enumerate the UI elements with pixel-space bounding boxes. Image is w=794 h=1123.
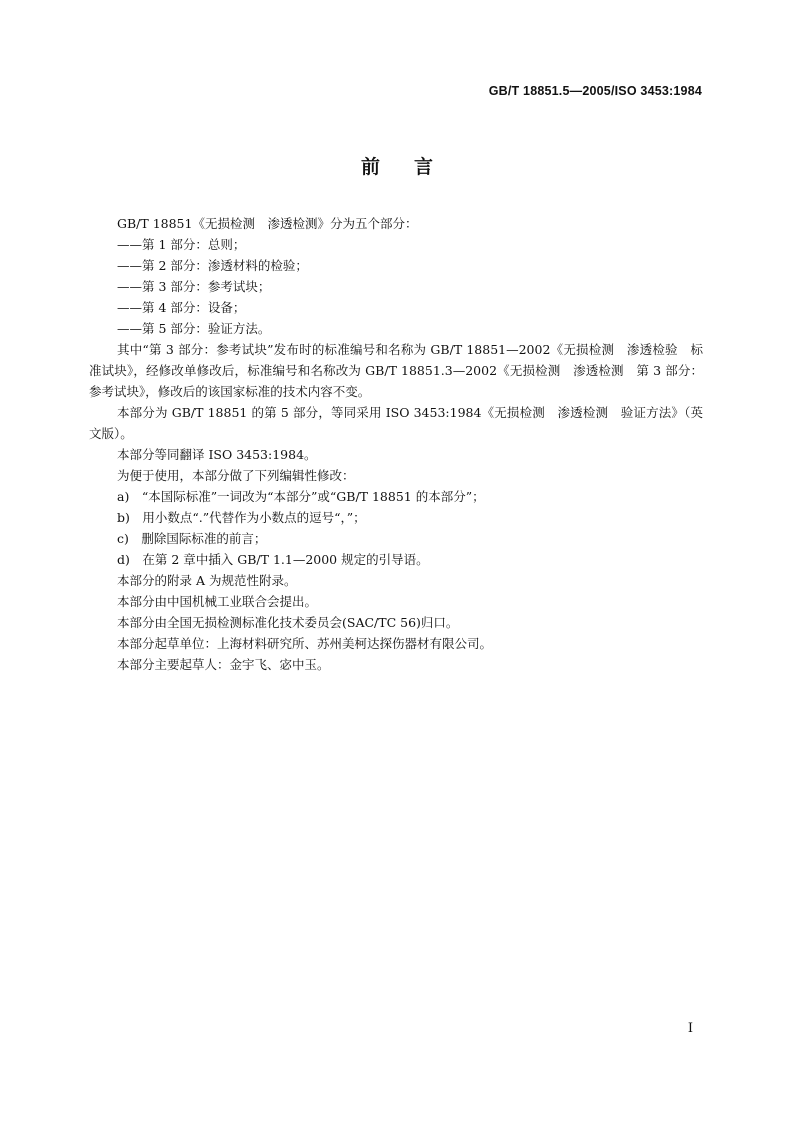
paragraph-translation: 本部分等同翻译 ISO 3453:1984。 (117, 447, 317, 462)
foreword-body (89, 213, 703, 675)
paragraph-drafters: 本部分主要起草人：金宇飞、宓中玉。 (117, 657, 330, 672)
list-item-part-4: ——第 4 部分：设备； (117, 300, 246, 315)
list-item-edit-d: d) 在第 2 章中插入 GB/T 1.1—2000 规定的引导语。 (117, 552, 429, 567)
paragraph-annex: 本部分的附录 A 为规范性附录。 (117, 573, 297, 588)
list-item-part-2: ——第 2 部分：渗透材料的检验； (117, 258, 308, 273)
list-item-part-3: ——第 3 部分：参考试块； (117, 279, 271, 294)
list-item-part-5: ——第 5 部分：验证方法。 (117, 321, 271, 336)
standard-code-header: GB/T 18851.5—2005/ISO 3453:1984 (488, 84, 702, 98)
list-item-part-1: ——第 1 部分：总则； (117, 237, 246, 252)
list-item-edit-c: c) 删除国际标准的前言； (117, 531, 267, 546)
paragraph-edits-intro: 为便于使用，本部分做了下列编辑性修改： (117, 468, 355, 483)
paragraph-part3-history: 其中“第 3 部分：参考试块”发布时的标准编号和名称为 GB/T 18851—2002《无损检测 渗透检验 标准试块》，经修改单修改后，标准编号和名称改为 GB/T 18851.3—2002《无损检测 渗透检测 第 3 部分：参考试块》，修改后的该国家标准的技术内容不变。 (89, 342, 703, 399)
list-item-edit-a: a) “本国际标准”一词改为“本部分”或“GB/T 18851 的本部分”； (117, 489, 485, 504)
page-title: 前言 (360, 156, 467, 178)
paragraph-parts-intro: GB/T 18851《无损检测 渗透检测》分为五个部分： (117, 216, 418, 231)
paragraph-drafting-units: 本部分起草单位：上海材料研究所、苏州美柯达探伤器材有限公司。 (117, 636, 493, 651)
list-item-edit-b: b) 用小数点“.”代替作为小数点的逗号“，”； (117, 510, 366, 525)
paragraph-adoption: 本部分为 GB/T 18851 的第 5 部分，等同采用 ISO 3453:1984《无损检测 渗透检测 验证方法》（英文版）。 (89, 405, 703, 441)
page-number: I (687, 1021, 693, 1036)
paragraph-centralized-by: 本部分由全国无损检测标准化技术委员会(SAC/TC 56)归口。 (117, 615, 459, 630)
paragraph-proposed-by: 本部分由中国机械工业联合会提出。 (117, 594, 318, 609)
